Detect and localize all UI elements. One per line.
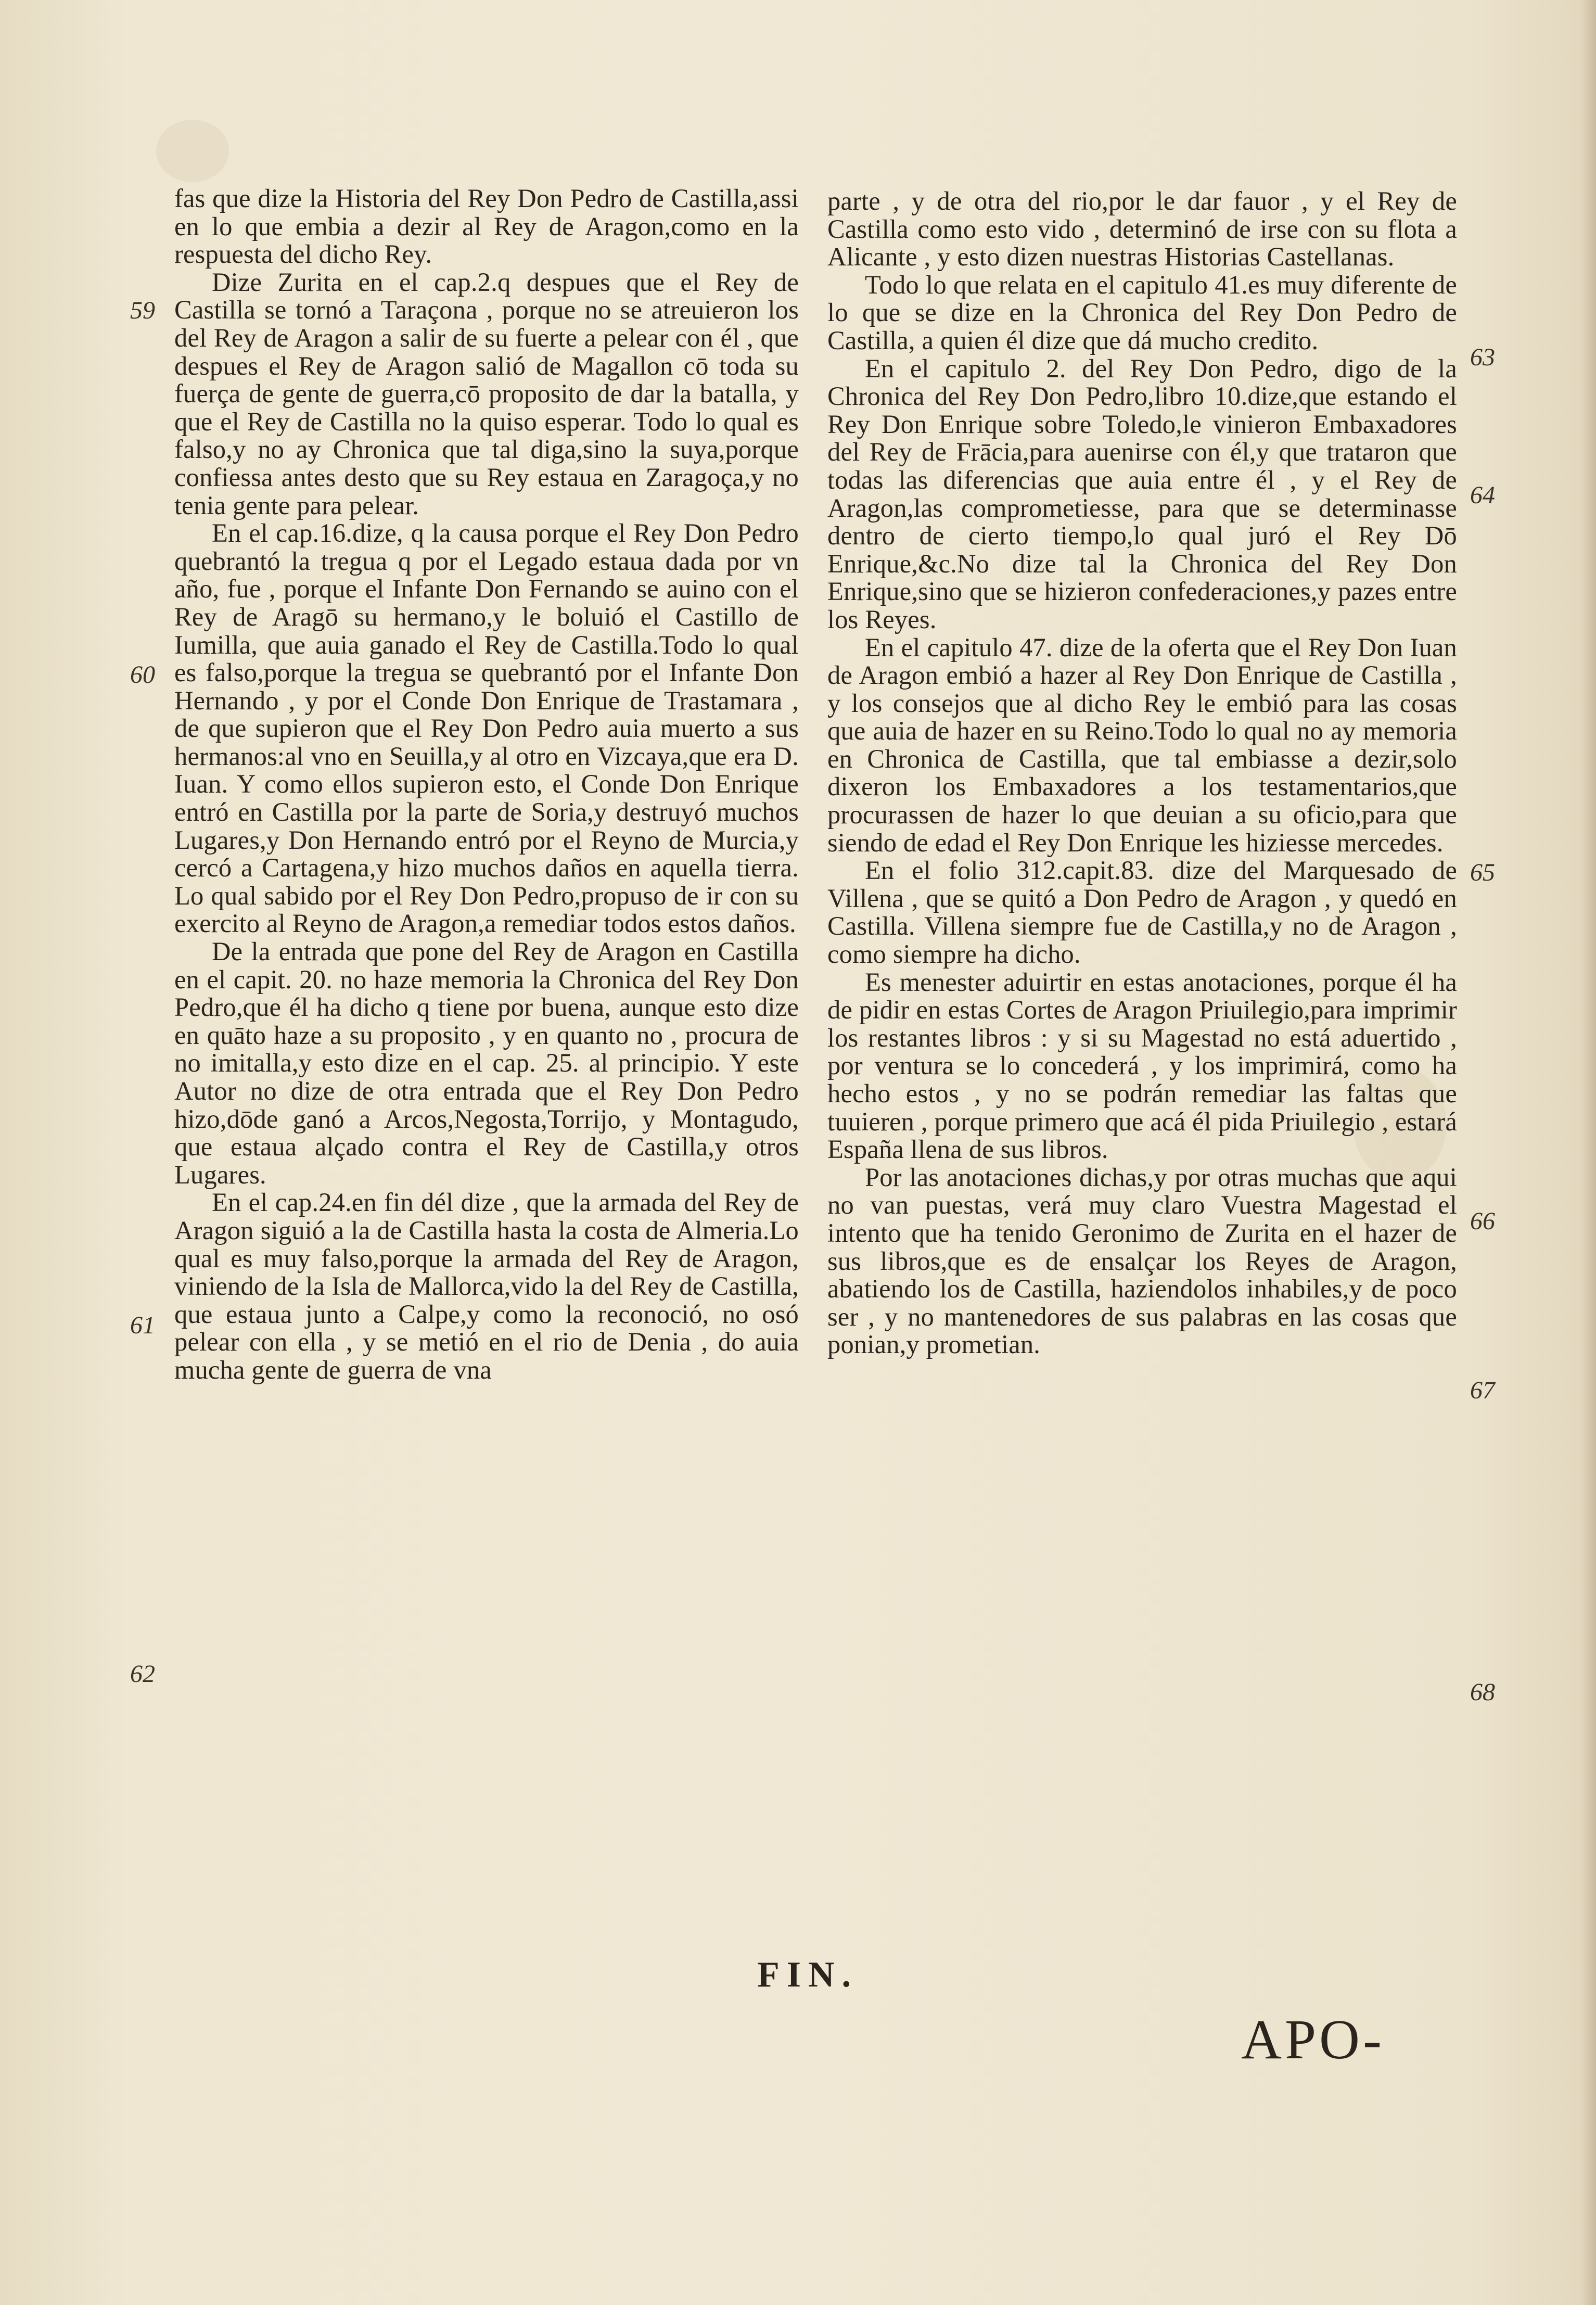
margin-number: 59 (130, 297, 155, 324)
paragraph: Dize Zurita en el cap.2.q despues que el Rey de Castilla se tornó a Taraçona , porque no se atreuieron los del Rey de Aragon a salir de su fuerte a pelear con él , que despues el Rey de Aragon salió de Magallon cō toda su fuerça de gente de guerra,cō proposito de dar la batalla, y que el Rey de Castilla no la quiso esperar. Todo lo qual es falso,y no ay Chronica que tal diga,sino la suya,porque confiessa antes desto que su Rey estaua en Zaragoça,y no tenia gente para pelear. (174, 267, 799, 520)
paragraph: En el capitulo 2. del Rey Don Pedro, digo de la Chronica del Rey Don Pedro,libro 10.dize,que estando el Rey Don Enrique sobre Toledo,le vinieron Embaxadores del Rey de Frācia,para auenirse con él,y que trataron que todas las diferencias que auia entre él , y el Rey de Aragon,las comprometiesse, para que se determinasse dentro de cierto tiempo,lo qual juró el Rey Dō Enrique,&c.No dize tal la Chronica del Rey Don Enrique,sino que se hizieron confederaciones,y pazes entre los Reyes. (827, 353, 1457, 634)
margin-number: 67 (1470, 1377, 1495, 1404)
margin-number: 68 (1470, 1678, 1495, 1706)
catchword: APO- (1241, 2009, 1385, 2071)
margin-number: 62 (130, 1660, 155, 1688)
paragraph: Es menester aduirtir en estas anotaciones, porque él ha de pidir en estas Cortes de Aragon Priuilegio,para imprimir los restantes libros : y si su Magestad no está aduertido , por ventura se lo concederá , y los imprimirá, como ha hecho estos , y no se podrán remediar las faltas que tuuieren , porque primero que acá él pida Priuilegio , estará España llena de sus libros. (827, 967, 1457, 1164)
margin-number: 66 (1470, 1207, 1495, 1235)
paragraph: fas que dize la Historia del Rey Don Pedro de Castilla,assi en lo que embia a dezir al Rey de Aragon,como en la respuesta del dicho Rey. (174, 184, 799, 269)
paragraph: Todo lo que relata en el capitulo 41.es muy diferente de lo que se dize en la Chronica del Rey Don Pedro de Castilla, a quien él dize que dá mucho credito. (827, 270, 1457, 355)
paragraph: parte , y de otra del rio,por le dar fauor , y el Rey de Castilla como esto vido , determinó de irse con su flota a Alicante , y esto dizen nuestras Historias Castellanas. (827, 186, 1457, 272)
left-column (174, 185, 799, 1384)
margin-number: 60 (130, 661, 155, 689)
margin-number: 61 (130, 1311, 155, 1339)
paragraph: Por las anotaciones dichas,y por otras muchas que aqui no van puestas, verá muy claro Vuestra Magestad el intento que ha tenido Geronimo de Zurita en el hazer de sus libros,que es de ensalçar los Reyes de Aragon, abatiendo los de Castilla, haziendolos inhabiles,y de poco ser , y no mantenedores de sus palabras en las cosas que ponian,y prometian. (827, 1162, 1457, 1359)
paragraph: En el capitulo 47. dize de la oferta que el Rey Don Iuan de Aragon embió a hazer al Rey Don Enrique de Castilla , y los consejos que al dicho Rey le embió para las cosas que auia de hazer en su Reino.Todo lo qual no ay memoria en Chronica de Castilla, que tal embiasse a dezir,solo dixeron los Embaxadores a los testamentarios,que procurassen de hazer lo que deuian a su oficio,para que siendo de edad el Rey Don Enrique les hiziesse mercedes. (827, 632, 1457, 857)
paragraph: En el folio 312.capit.83. dize del Marquesado de Villena , que se quitó a Don Pedro de Aragon , y quedó en Castilla. Villena siempre fue de Castilla,y no de Aragon , como siempre ha dicho. (827, 856, 1457, 969)
paragraph: En el cap.16.dize, q la causa porque el Rey Don Pedro quebrantó la tregua q por el Legado estaua dada por vn año, fue , porque el Infante Don Fernando se auino con el Rey de Aragō su hermano,y le boluió el Castillo de Iumilla, que auia ganado el Rey de Castilla.Todo lo qual es falso,porque la tregua se quebrantó por el Infante Don Hernando , y por el Conde Don Enrique de Trastamara , de que supieron que el Rey Don Pedro auia muerto a sus hermanos:al vno en Seuilla,y al otro en Vizcaya,que era D. Iuan. Y como ellos supieron esto, el Conde Don Enrique entró en Castilla por la parte de Soria,y destruyó muchos Lugares,y Don Hernando entró por el Reyno de Murcia,y cercó a Cartagena,y hizo muchos daños en aquella tierra. Lo qual sabido por el Rey Don Pedro,propuso de ir con su exercito al Reyno de Aragon,a remediar todos estos daños. (174, 518, 799, 938)
paper-stain (156, 120, 229, 182)
paragraph: De la entrada que pone del Rey de Aragon en Castilla en el capit. 20. no haze memoria la Chronica del Rey Don Pedro,que él ha dicho q tiene por buena, aunque esto dize en quāto haze a su proposito , y en quanto no , procura de no imitalla,y esto dize en el cap. 25. al principio. Y este Autor no dize de otra entrada que el Rey Don Pedro hizo,dōde ganó a Arcos,Negosta,Torrijo, y Montagudo, que estaua alçado contra el Rey de Castilla,y otros Lugares. (174, 937, 799, 1189)
fin-mark: FIN. (757, 1955, 859, 1995)
margin-number: 64 (1470, 481, 1495, 509)
margin-number: 63 (1470, 343, 1495, 371)
page-edge-shadow (1580, 0, 1596, 2305)
margin-number: 65 (1470, 859, 1495, 886)
paragraph: En el cap.24.en fin dél dize , que la armada del Rey de Aragon siguió a la de Castilla hasta la costa de Almeria.Lo qual es muy falso,porque la armada del Rey de Aragon, viniendo de la Isla de Mallorca,vido la del Rey de Castilla, que estaua junto a Calpe,y como la reconoció, no osó pelear con ella , y se metió en el rio de Denia , do auia mucha gente de guerra de vna (174, 1188, 799, 1384)
right-column (827, 187, 1457, 1359)
